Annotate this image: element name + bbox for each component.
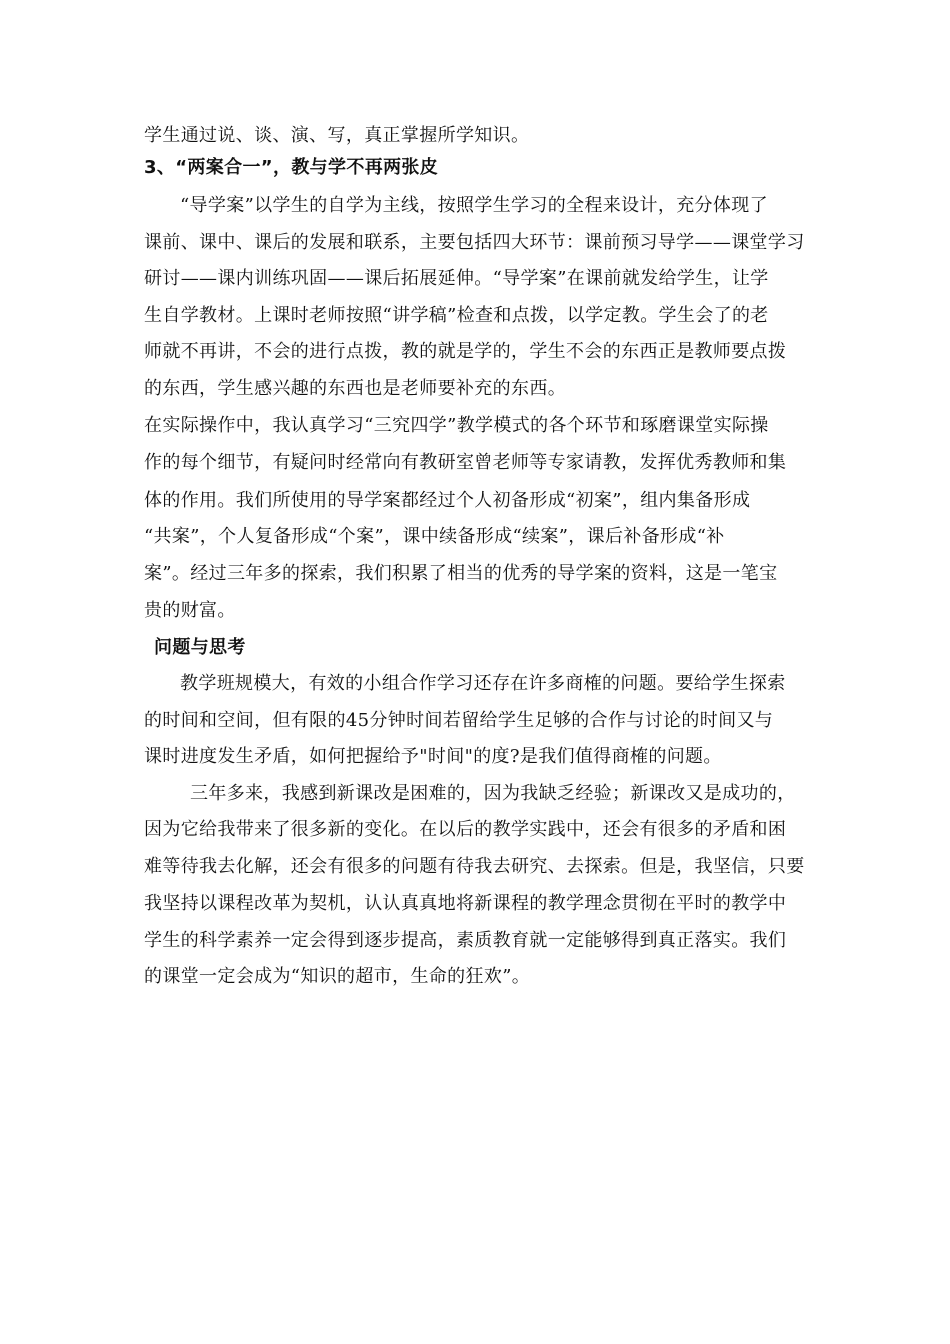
paragraph-line: 的东西，学生感兴趣的东西也是老师要补充的东西。 [144,378,567,399]
paragraph-line: 师就不再讲，不会的进行点拨，教的就是学的，学生不会的东西正是教师要点拨 [144,341,787,362]
section-heading: 问题与思考 [154,637,246,658]
paragraph-line: 研讨——课内训练巩固——课后拓展延伸。“导学案”在课前就发给学生，让学 [144,268,769,289]
paragraph-line: 因为它给我带来了很多新的变化。在以后的教学实践中，还会有很多的矛盾和困 [144,819,787,840]
paragraph-line: 难等待我去化解，还会有很多的问题有待我去研究、去探索。但是，我坚信，只要 [144,856,805,877]
section-heading: 3、“两案合一”，教与学不再两张皮 [144,157,439,178]
paragraph-line: “共案”，个人复备形成“个案”，课中续备形成“续案”，课后补备形成“补 [144,526,725,547]
paragraph-line: 体的作用。我们所使用的导学案都经过个人初备形成“初案”，组内集备形成 [144,490,751,511]
paragraph-line: “导学案”以学生的自学为主线，按照学生学习的全程来设计，充分体现了 [180,195,768,216]
paragraph-line: 课前、课中、课后的发展和联系，主要包括四大环节：课前预习导学——课堂学习 [144,232,805,253]
paragraph-line: 生自学教材。上课时老师按照“讲学稿”检查和点拨，以学定教。学生会了的老 [144,305,769,326]
paragraph-line: 作的每个细节，有疑问时经常向有教研室曾老师等专家请教，发挥优秀教师和集 [144,452,787,473]
paragraph-line: 贵的财富。 [144,600,236,621]
paragraph-line: 的课堂一定会成为“知识的超市，生命的狂欢”。 [144,966,531,987]
paragraph-line: 我坚持以课程改革为契机，认认真真地将新课程的教学理念贯彻在平时的教学中 [144,893,787,914]
paragraph-line: 在实际操作中，我认真学习“三究四学”教学模式的各个环节和琢磨课堂实际操 [144,415,769,436]
paragraph-line: 课时进度发生矛盾，如何把握给予"时间"的度?是我们值得商榷的问题。 [144,746,722,767]
paragraph-line: 教学班规模大，有效的小组合作学习还存在许多商榷的问题。要给学生探索 [180,673,786,694]
paragraph-line: 的时间和空间，但有限的45分钟时间若留给学生足够的合作与讨论的时间又与 [144,710,774,731]
paragraph-line: 学生通过说、谈、演、写，真正掌握所学知识。 [144,125,530,146]
paragraph-line: 三年多来，我感到新课改是困难的，因为我缺乏经验；新课改又是成功的， [190,783,796,804]
paragraph-line: 案”。经过三年多的探索，我们积累了相当的优秀的导学案的资料，这是一笔宝 [144,563,778,584]
paragraph-line: 学生的科学素养一定会得到逐步提高，素质教育就一定能够得到真正落实。我们 [144,930,787,951]
